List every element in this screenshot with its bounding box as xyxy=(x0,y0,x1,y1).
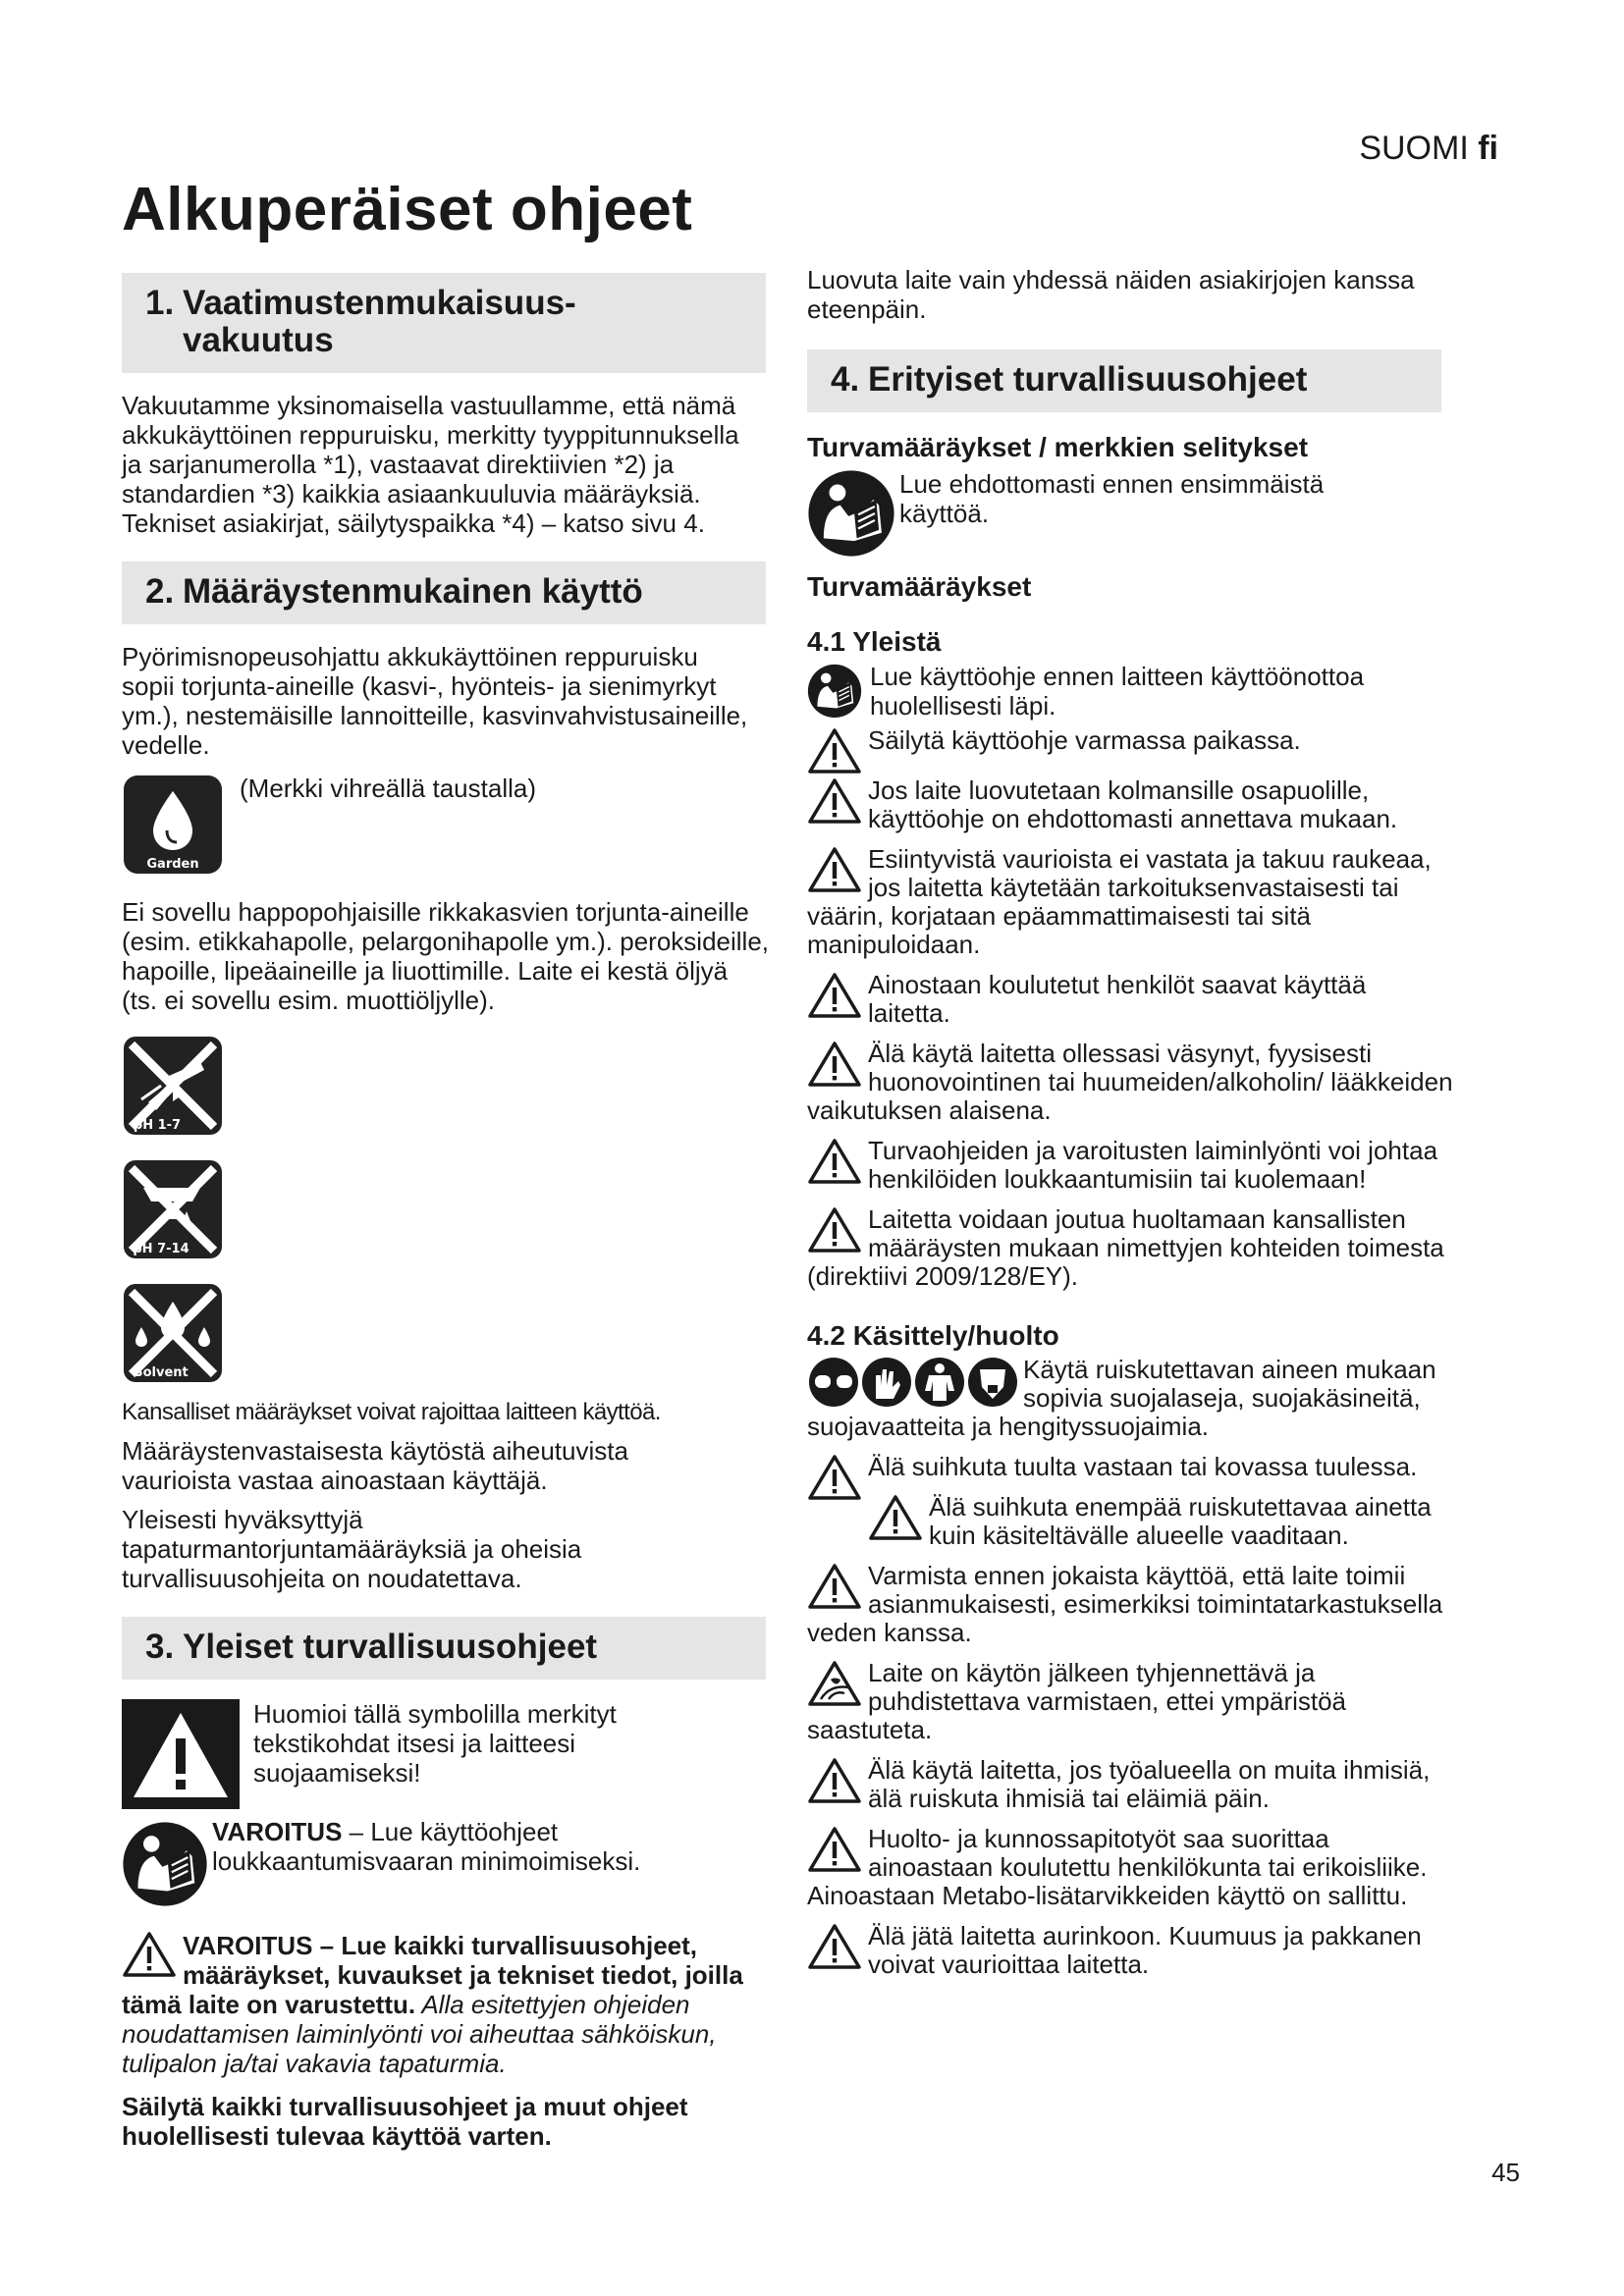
warning-triangle-icon xyxy=(807,1922,862,1971)
handling-item-3 xyxy=(807,1493,1455,1550)
language-label: SUOMI xyxy=(1359,130,1469,167)
section-1-title-line1: Vaatimustenmukaisuus- xyxy=(183,284,576,322)
general-item-7 xyxy=(807,1137,1455,1194)
page-number: 45 xyxy=(1491,2158,1520,2187)
hand-over-text: Luovuta laite vain yhdessä näiden asiakirjojen kanssa eteenpäin. xyxy=(807,265,1415,324)
warning-triangle-icon xyxy=(807,726,862,775)
general-item-6 xyxy=(807,1040,1455,1125)
section-4-heading xyxy=(807,349,1441,412)
language-indicator xyxy=(1359,130,1498,168)
handling-item-3-text: Älä suihkuta enempää ruiskutettavaa ainetta kuin käsiteltävälle alueelle vaaditaan. xyxy=(929,1492,1432,1550)
general-item-5-text: Ainostaan koulutetut henkilöt saavat käyttää laitetta. xyxy=(868,970,1367,1028)
goggles-icon xyxy=(809,1358,858,1407)
read-manual-icon xyxy=(807,664,862,719)
handling-item-5-text: Laite on käytön jälkeen tyhjennettävä ja puhdistettava varmistaen, ettei ympäristöä saastuteta. xyxy=(807,1658,1347,1744)
warning-all-instructions-bold: VAROITUS – Lue kaikki turvallisuusohjeet, määräykset, kuvaukset ja tekniset tiedot, joilla tämä laite on varustettu. xyxy=(122,1931,743,2019)
garden-icon xyxy=(122,774,224,876)
symbols-explanation-heading: Turvamääräykset / merkkien selitykset xyxy=(807,432,1309,462)
no-acid-ph1-7-icon xyxy=(122,1035,224,1137)
section-1-heading xyxy=(122,273,766,373)
no-alkali-ph7-14-icon xyxy=(122,1158,224,1260)
symbol-note-text: Huomioi tällä symbolilla merkityt tekstikohdat itsesi ja laitteesi suojaamiseksi! xyxy=(253,1699,617,1788)
general-item-3-text: Jos laite luovutetaan kolmansille osapuolille, käyttöohje on ehdottomasti annettava mukaan. xyxy=(868,775,1398,833)
keep-instructions-text: Säilytä kaikki turvallisuusohjeet ja muut ohjeet huolellisesti tulevaa käyttöä varten. xyxy=(122,2092,688,2151)
section-4-title: Erityiset turvallisuusohjeet xyxy=(868,360,1308,399)
section-2-title: Määräystenmukainen käyttö xyxy=(183,572,643,611)
warning-triangle-icon xyxy=(122,1931,177,1978)
handling-item-8 xyxy=(807,1922,1455,1979)
general-item-8 xyxy=(807,1205,1455,1291)
right-column xyxy=(807,265,1455,1979)
warning-triangle-icon xyxy=(807,1562,862,1611)
section-2-text-1: Pyörimisnopeusohjattu akkukäyttöinen reppuruisku sopii torjunta-aineille (kasvi-, hyönteis- ja sienimyrkyt ym.), nestemäisille lannoitteille, kasvinvahvistusaineille, vedelle. xyxy=(122,642,748,760)
handling-item-8-text: Älä jätä laitetta aurinkoon. Kuumuus ja pakkanen voivat vaurioittaa laitetta. xyxy=(868,1921,1422,1979)
left-column xyxy=(122,265,770,2151)
general-item-2 xyxy=(807,726,1455,755)
warning-triangle-icon xyxy=(807,971,862,1020)
section-1-text: Vakuutamme yksinomaisella vastuullamme, että nämä akkukäyttöinen reppuruisku, merkitty tyyppitunnuksella ja sarjanumerolla *1), vastaavat direktiivien *2) ja standardien *3) kaikkia asiaankuuluvia määräyksiä. Tekniset asiakirjat, säilytyspaikka *4) – katso sivu 4. xyxy=(122,391,739,538)
garden-symbol-row xyxy=(122,774,766,876)
symbol-note-row xyxy=(122,1699,766,1809)
general-item-5 xyxy=(807,971,1455,1028)
warning-square-icon xyxy=(122,1699,240,1809)
read-first-text: Lue ehdottomasti ennen ensimmäistä käyttöä. xyxy=(899,469,1325,528)
prohibited-symbols xyxy=(122,1035,766,1384)
page-title: Alkuperäiset ohjeet xyxy=(122,176,693,243)
environment-warning-icon xyxy=(807,1659,862,1708)
no-solvent-icon-label: Solvent xyxy=(134,1365,189,1380)
section-4-number: 4. xyxy=(831,360,860,399)
section-1-title-line2: vakuutus xyxy=(183,321,334,359)
section-2-text-3: Kansalliset määräykset voivat rajoittaa laitteen käyttöä. xyxy=(122,1399,661,1425)
handling-item-7-text: Huolto- ja kunnossapitotyöt saa suorittaa ainoastaan koulutettu henkilökunta tai erikoisliike. Ainoastaan Metabo-lisätarvikkeiden käyttö on sallittu. xyxy=(807,1824,1428,1910)
warning-triangle-icon xyxy=(807,776,862,826)
warning-triangle-icon xyxy=(807,1756,862,1805)
garden-icon-label: Garden xyxy=(146,857,199,872)
warning-triangle-icon xyxy=(807,1040,862,1089)
handling-item-4 xyxy=(807,1562,1455,1647)
general-item-4 xyxy=(807,845,1455,959)
section-3-title: Yleiset turvallisuusohjeet xyxy=(183,1628,598,1666)
protective-clothing-icon xyxy=(915,1358,964,1407)
warning-triangle-icon xyxy=(807,1205,862,1255)
section-3-number: 3. xyxy=(145,1628,175,1666)
warning-triangle-icon xyxy=(807,845,862,894)
warning-triangle-icon xyxy=(868,1493,923,1542)
general-item-7-text: Turvaohjeiden ja varoitusten laiminlyönti voi johtaa henkilöiden loukkaantumisiin tai kuolemaan! xyxy=(868,1136,1438,1194)
general-item-2-text: Säilytä käyttöohje varmassa paikassa. xyxy=(868,725,1301,755)
handling-item-1 xyxy=(807,1356,1455,1441)
language-code: fi xyxy=(1478,130,1498,167)
section-2-text-4: Määräystenvastaisesta käytöstä aiheutuvista vaurioista vastaa ainoastaan käyttäjä. xyxy=(122,1436,628,1495)
general-item-8-text: Laitetta voidaan joutua huoltamaan kansallisten määräysten mukaan nimettyjen kohteiden toimesta (direktiivi 2009/128/EY). xyxy=(807,1204,1444,1291)
warning-triangle-icon xyxy=(807,1137,862,1186)
warning-triangle-icon xyxy=(807,1825,862,1874)
warning-read-manual-row xyxy=(122,1813,766,1907)
general-item-3 xyxy=(807,776,1455,833)
section-1-number: 1. xyxy=(145,284,175,322)
section-2-number: 2. xyxy=(145,572,175,611)
warning-all-instructions-italic: Alla esitettyjen ohjeiden noudattamisen laiminlyönti voi aiheuttaa sähköiskun, tulipalon ja/tai vakavia tapaturmia. xyxy=(122,1990,717,2078)
section-3-heading xyxy=(122,1617,766,1680)
handling-item-7 xyxy=(807,1825,1455,1910)
general-item-6-text: Älä käytä laitetta ollessasi väsynyt, fyysisesti huonovointinen tai huumeiden/alkoholin/ lääkkeiden vaikutuksen alaisena. xyxy=(807,1039,1453,1125)
respirator-icon xyxy=(968,1358,1017,1407)
handling-item-4-text: Varmista ennen jokaista käyttöä, että laite toimii asianmukaisesti, esimerkiksi toimintatarkastuksella veden kanssa. xyxy=(807,1561,1443,1647)
no-solvent-icon xyxy=(122,1282,224,1384)
no-alkali-icon-label: pH 7-14 xyxy=(133,1242,189,1256)
section-2-heading xyxy=(122,561,766,624)
general-item-1 xyxy=(807,662,1455,721)
handling-item-2 xyxy=(807,1453,1455,1481)
warning-all-instructions xyxy=(122,1931,770,2078)
handling-item-6 xyxy=(807,1756,1455,1813)
warning-label: VAROITUS xyxy=(212,1817,343,1846)
section-2-text-5: Yleisesti hyväksyttyjä tapaturmantorjuntamääräyksiä ja oheisia turvallisuusohjeita on noudatettava. xyxy=(122,1505,582,1593)
warning-read-manual-rest: – Lue käyttöohjeet loukkaantumisvaaran minimoimiseksi. xyxy=(212,1817,641,1876)
ppe-icons xyxy=(807,1356,1019,1409)
general-item-1-text: Lue käyttöohje ennen laitteen käyttöönottoa huolellisesti läpi. xyxy=(870,662,1365,721)
safety-rules-heading: Turvamääräykset xyxy=(807,571,1032,602)
read-first-row xyxy=(807,469,1455,558)
general-item-4-text: Esiintyvistä vaurioista ei vastata ja takuu raukeaa, jos laitetta käytetään tarkoituksenvastaisesti tai väärin, korjataan epäammattimaisesti tai sitä manipuloidaan. xyxy=(807,844,1432,959)
read-manual-icon xyxy=(122,1821,208,1907)
handling-item-5 xyxy=(807,1659,1455,1744)
general-heading: 4.1 Yleistä xyxy=(807,626,942,657)
gloves-icon xyxy=(862,1358,911,1407)
warning-read-manual-text xyxy=(212,1813,723,1876)
handling-item-6-text: Älä käytä laitetta, jos työalueella on muita ihmisiä, älä ruiskuta ihmisiä tai eläimiä päin. xyxy=(868,1755,1431,1813)
read-manual-icon xyxy=(807,469,895,558)
handling-item-2-text: Älä suihkuta tuulta vastaan tai kovassa tuulessa. xyxy=(868,1452,1418,1481)
no-acid-icon-label: pH 1-7 xyxy=(133,1118,182,1133)
section-2-text-2: Ei sovellu happopohjaisille rikkakasvien torjunta-aineille (esim. etikkahapolle, pelargonihapolle ym.). peroksideille, hapoille, lipeäaineille ja liuottimille. Laite ei kestä öljyä (ts. ei sovellu esim. muottiöljylle). xyxy=(122,897,770,1015)
garden-caption: (Merkki vihreällä taustalla) xyxy=(240,774,536,803)
handling-heading: 4.2 Käsittely/huolto xyxy=(807,1320,1059,1351)
handling-item-1-text: Käytä ruiskutettavan aineen mukaan sopivia suojalaseja, suojakäsineitä, suojavaatteita ja hengityssuojaimia. xyxy=(807,1355,1436,1441)
